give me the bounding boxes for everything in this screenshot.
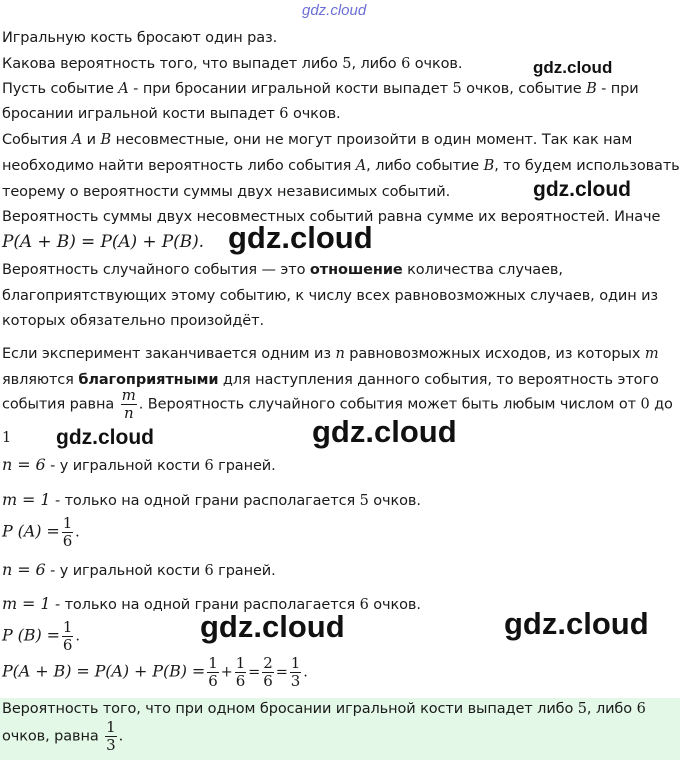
- rule-line-4: 1: [2, 430, 12, 446]
- answer-line-1: Вероятность того, что при одном бросании игральной кости выпадет либо 5, либо 6: [2, 701, 646, 717]
- final-formula: P(A + B) = P(A) + P(B) = $\frac{1}{6}$ + $\frac{1}{6}$ = $\frac{2}{6}$ = $\frac{1}{3}$ .: [2, 654, 308, 690]
- watermark: gdz.cloud: [312, 414, 457, 449]
- formula-sum: P(A + B) = P(A) + P(B).: [2, 232, 204, 252]
- answer-box: [0, 698, 680, 760]
- watermark: gdz.cloud: [228, 220, 373, 255]
- n-line-a: n = 6 - у игральной кости 6 граней.: [2, 455, 276, 474]
- answer-fraction: $\frac{1}{3}$: [106, 718, 116, 754]
- watermark: gdz.cloud: [504, 606, 649, 641]
- solution-line-8: Вероятность суммы двух несовместных событий равна сумме их вероятностей. Иначе: [2, 209, 661, 225]
- fraction-m-over-n: $\frac{m}{n}$: [121, 386, 136, 422]
- solution-line-5: События A и B несовместные, они не могут произойти в один момент. Так как нам: [2, 132, 633, 148]
- watermark: gdz.cloud: [200, 609, 345, 644]
- fraction-one-third: $\frac{1}{3}$: [290, 654, 301, 690]
- n-line-b: n = 6 - у игральной кости 6 граней.: [2, 560, 276, 579]
- definition-line-2: благоприятствующих этому событию, к числу всех равновозможных случаев, один из: [2, 288, 659, 304]
- rule-line-2: являются благоприятными для наступления данного события, то вероятность этого: [2, 372, 659, 388]
- problem-line-1: Игральную кость бросают один раз.: [2, 30, 278, 46]
- m-line-b: m = 1 - только на одной грани располагается 6 очков.: [2, 594, 421, 613]
- problem-line-2: Какова вероятность того, что выпадет либо 5, либо 6 очков.: [2, 56, 463, 72]
- rule-line-3: события равна $\frac{m}{n}$ . Вероятность случайного события может быть любым числом от 0 до: [2, 386, 673, 422]
- definition-line-1: Вероятность случайного события — это отношение количества случаев,: [2, 262, 563, 278]
- rule-line-1: Если эксперимент заканчивается одним из n равновозможных исходов, из которых m: [2, 346, 659, 362]
- fraction-one-sixth: $\frac{1}{6}$: [208, 654, 218, 690]
- solution-line-4: бросании игральной кости выпадет 6 очков.: [2, 106, 341, 122]
- watermark: gdz.cloud: [56, 426, 154, 449]
- definition-line-3: которых обязательно произойдёт.: [2, 313, 264, 329]
- solution-line-6: необходимо найти вероятность либо события A, либо событие B, то будем использовать: [2, 158, 680, 174]
- m-line-a: m = 1 - только на одной грани располагается 5 очков.: [2, 490, 421, 509]
- watermark-top: gdz.cloud: [302, 2, 367, 19]
- fraction-one-sixth: $\frac{1}{6}$: [62, 514, 73, 550]
- fraction-two-sixths: $\frac{2}{6}$: [263, 654, 273, 690]
- fraction-one-sixth: $\frac{1}{6}$: [62, 618, 73, 654]
- solution-line-3: Пусть событие A - при бросании игральной кости выпадет 5 очков, событие B - при: [2, 81, 639, 97]
- fraction-one-sixth: $\frac{1}{6}$: [235, 654, 246, 690]
- watermark: gdz.cloud: [533, 58, 613, 77]
- pb-formula: P (B) = $\frac{1}{6}$ .: [2, 618, 80, 654]
- watermark: gdz.cloud: [533, 178, 631, 201]
- answer-line-2: очков, равна $\frac{1}{3}$ .: [2, 718, 124, 754]
- pa-formula: P (A) = $\frac{1}{6}$ .: [2, 514, 80, 550]
- solution-line-7: теорему о вероятности суммы двух независимых событий.: [2, 184, 451, 200]
